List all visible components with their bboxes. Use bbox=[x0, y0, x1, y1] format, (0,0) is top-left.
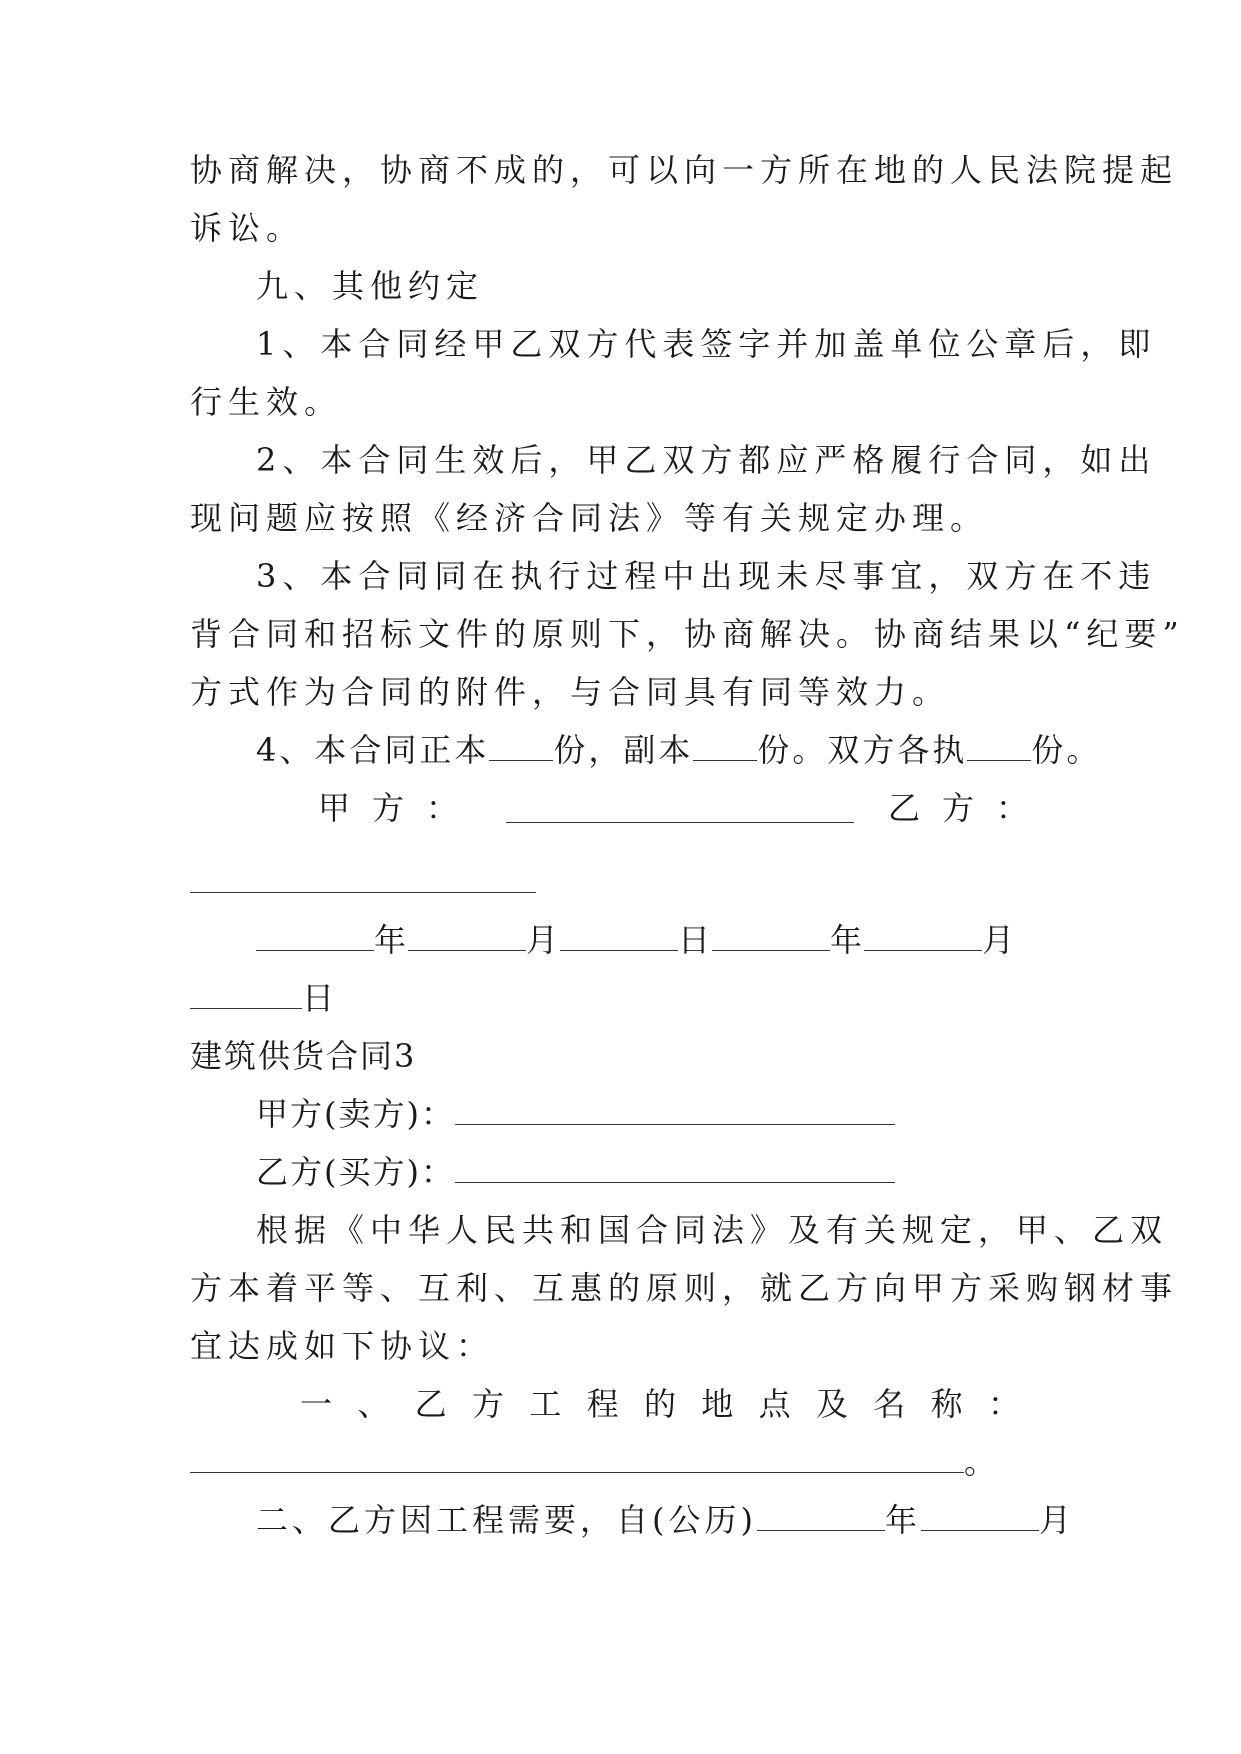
copies-part1: 份，副本 bbox=[553, 731, 694, 769]
clause1-char: 及 bbox=[815, 1385, 848, 1423]
party-b-label: 乙 方 ： bbox=[888, 789, 1028, 827]
buyer-name-blank[interactable] bbox=[455, 1152, 895, 1183]
party-a-signature-blank[interactable] bbox=[506, 792, 854, 823]
clause1-char: 程 bbox=[586, 1385, 619, 1423]
clause1-char: 、 bbox=[357, 1385, 390, 1423]
copies-part3: 份。 bbox=[1031, 731, 1102, 769]
clause1-continued: 。 bbox=[190, 1442, 1050, 1482]
section-heading: 九、其他约定 bbox=[256, 267, 485, 305]
clause2-line: 二、乙方因工程需要，自(公历) 年 月 bbox=[256, 1501, 1076, 1539]
clause1-char: 乙 bbox=[414, 1385, 447, 1423]
paragraph-line: 现问题应按照《经济合同法》等有关规定办理。 bbox=[190, 499, 989, 537]
paragraph-line: 方本着平等、互利、互惠的原则，就乙方向甲方采购钢材事 bbox=[190, 1269, 1179, 1307]
paragraph-line: 1、本合同经甲乙双方代表签字并加盖单位公章后，即 bbox=[256, 325, 1157, 363]
party-a-label: 甲 方 ： bbox=[318, 789, 458, 827]
paragraph-line: 根据《中华人民共和国合同法》及有关规定，甲、乙双 bbox=[256, 1211, 1169, 1249]
clause1-char: 点 bbox=[758, 1385, 791, 1423]
copies-original-blank[interactable] bbox=[489, 730, 553, 761]
project-location-blank[interactable] bbox=[190, 1442, 964, 1473]
paragraph-line: 3、本合同同在执行过程中出现未尽事宜，双方在不违 bbox=[256, 557, 1157, 595]
contract-title: 建筑供货合同3 bbox=[190, 1037, 417, 1075]
buyer-line bbox=[256, 1152, 1116, 1192]
date-a-year-blank[interactable] bbox=[256, 920, 374, 951]
seller-name-blank[interactable] bbox=[455, 1094, 895, 1125]
date-row: 年 月 日 年 月 bbox=[256, 920, 1116, 960]
paragraph-line: 协商解决，协商不成的，可以向一方所在地的人民法院提起 bbox=[190, 151, 1179, 189]
clause1-char: ： bbox=[987, 1385, 1020, 1423]
date-b-day-blank[interactable] bbox=[190, 978, 302, 1009]
copies-part2: 份。双方各执 bbox=[757, 731, 968, 769]
paragraph-line: 宜达成如下协议： bbox=[190, 1327, 495, 1365]
date-b-year-blank[interactable] bbox=[712, 920, 830, 951]
date-a-day-blank[interactable] bbox=[560, 920, 678, 951]
clause1-char: 称 bbox=[930, 1385, 963, 1423]
clause2-year-blank[interactable] bbox=[757, 1500, 885, 1531]
paragraph-line: 诉讼。 bbox=[190, 209, 305, 247]
date-b-month-blank[interactable] bbox=[864, 920, 982, 951]
clause1-char: 工 bbox=[529, 1385, 562, 1423]
paragraph-line: 方式作为合同的附件，与合同具有同等效力。 bbox=[190, 673, 951, 711]
paragraph-line: 背合同和招标文件的原则下，协商解决。协商结果以“纪要” bbox=[190, 615, 1185, 653]
clause1-char: 名 bbox=[873, 1385, 906, 1423]
seller-line bbox=[256, 1094, 1116, 1134]
clause1-line bbox=[300, 1384, 1020, 1424]
buyer-label: 乙方(买方)： bbox=[256, 1153, 455, 1191]
clause1-char: 方 bbox=[471, 1385, 504, 1423]
copies-prefix: 4、本合同正本 bbox=[256, 731, 490, 769]
paragraph-line: 2、本合同生效后，甲乙双方都应严格履行合同，如出 bbox=[256, 441, 1157, 479]
clause1-char: 的 bbox=[643, 1385, 676, 1423]
copies-duplicate-blank[interactable] bbox=[693, 730, 757, 761]
date-row-continued: 日 bbox=[190, 978, 1050, 1018]
clause1-char: 一 bbox=[300, 1385, 333, 1423]
party-b-signature-blank[interactable] bbox=[190, 862, 536, 893]
clause1-char: 地 bbox=[701, 1385, 734, 1423]
copies-each-blank[interactable] bbox=[967, 730, 1031, 761]
copies-line bbox=[256, 730, 1102, 770]
clause2-month-blank[interactable] bbox=[921, 1500, 1039, 1531]
date-a-month-blank[interactable] bbox=[408, 920, 526, 951]
paragraph-line: 行生效。 bbox=[190, 383, 343, 421]
seller-label: 甲方(卖方)： bbox=[256, 1095, 455, 1133]
